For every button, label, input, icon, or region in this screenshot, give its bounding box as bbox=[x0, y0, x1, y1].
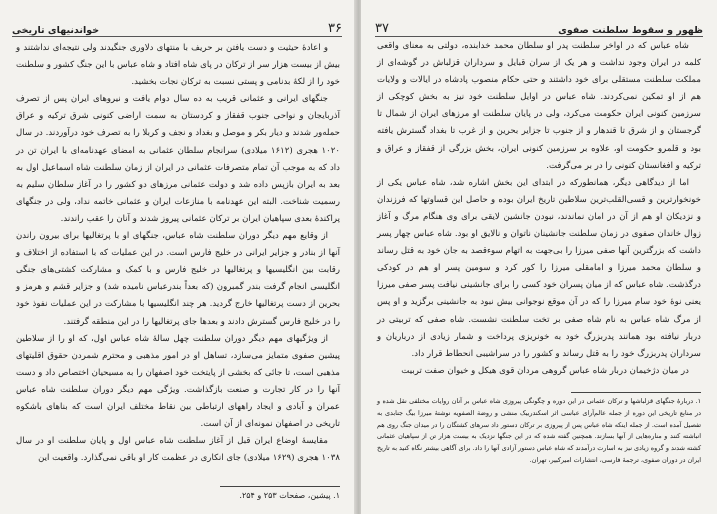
paragraph: مقایسهٔ اوضاع ایران قبل از آغاز سلطنت شاه عباس اول و پایان سلطنت او در سال ۱۰۳۸ هجری (۱۶۲۹ میلادی) جای انکاری در عظمت کار او باقی نمی‌گذارد. واقعیت این bbox=[16, 436, 340, 464]
right-page-header bbox=[375, 14, 703, 37]
running-title: خواندنیهای تاریخی bbox=[12, 25, 100, 36]
footnote-rule bbox=[571, 392, 701, 393]
paragraph: جنگهای ایرانی و عثمانی قریب به ده سال دوام یافت و نیروهای ایران پس از تصرف آذربایجان و نواحی جنوب قفقاز و کردستان به سمت اراضی کنونی شرق ترکیه و عراق حمله‌ور شدند و دیار بکر و موصل و بغداد و نجف و کربلا را به تصرف خود درآوردند. در سال ۱۰۲۰ هجری (۱۶۱۲ میلادی) سرانجام سلطان عثمانی به امضای عهدنامه‌ای با ایران تن در داد که به موجب آن تمام متصرفات عثمانی در ایران از زمان سلطنت شاه اسماعیل اول به بعد به ایران بازپس داده شد و دولت عثمانی مرزهای دو کشور را در آغاز سلطان سلیم به رسمیت شناخت. البته این عهدنامه با منازعات ایران و عثمانی خاتمه نداد، ولی در جنگهای پراکندهٔ بعدی سپاهیان ایران بر ترکان عثمانی پیروز شدند و آنان را عقب راندند. bbox=[16, 94, 340, 224]
paragraph: اما از دیدگاهی دیگر، همانطورکه در ابتدای این بخش اشاره شد، شاه عباس یکی از خونخوارترین و قسی‌القلب‌ترین سلاطین تاریخ ایران بوده و حاصل این قساوتها که فرزندان و نزدیکان او هم از آن در امان نماندند، نبودن جانشین لایقی برای وی هنگام مرگ و آغاز زوال خاندان صفوی در زمان سلطنت جانشینان ناتوان و نالایق او بود. شاه عباس چهار پسر داشت که بزرگترین آنها صفی میرزا را بی‌جهت به اتهام سوءقصد به جان خود به قتل رساند و سلطان محمد میرزا و امامقلی میرزا را کور کرد و سومین پسر او هم در کودکی درگذشت. شاه عباس که از میان پسران خود کسی را برای جانشینی نیافت پسر صفی میرزا یعنی نوهٔ خود سام میرزا را که در آن موقع نوجوانی بیش نبود به جانشینی برگزید و او پس از مرگ شاه عباس به نام شاه صفی بر تخت سلطنت نشست. شاه صفی که تربیتی در دربار نیافته بود همانند پدربزرگ خود به خونریزی پرداخت و شمار زیادی از درباریان و سرداران پدربزرگ خود را به قتل رساند و کشور را در سراشیبی انحطاط قرار داد. bbox=[377, 177, 701, 359]
page-number: ۳۶ bbox=[328, 21, 342, 36]
paragraph: در میان دژخیمان دربار شاه عباس گروهی مردان قوی هیکل و خیوان صفت تربیت bbox=[401, 365, 689, 376]
right-page bbox=[361, 0, 717, 514]
footnote: ۱. دربارهٔ جنگهای قزلباشها و ترکان عثمانی در این دوره و چگونگی پیروزی شاه عباس بر آنان روایات مختلفی نقل شده و در منابع تاریخی این دوره از جمله عالم‌آرای عباسی اثر اسکندربیک منشی و روضة الصفویه نوشتهٔ میرزا بیگ جنابدی به تفصیل آمده است. از جمله اینکه شاه عباس پس از پیروزی بر ترکان دستور داد سرهای کشتگان را در میدان جنگ روی هم انباشته کنند و مناره‌هایی از آنها بسازند. همچنین گفته شده که در این جنگها نزدیک به بیست هزار تن از سپاهیان عثمانی کشته شدند و گروه زیادی نیز به اسارت درآمدند که شاه عباس دستور آزادی آنها را داد. برای آگاهی بیشتر نگاه کنید به تاریخ ایران در دوران صفوی، ترجمهٔ فارسی، انتشارات امیرکبیر، تهران. bbox=[377, 397, 701, 464]
left-page-header bbox=[12, 14, 342, 37]
left-page bbox=[0, 0, 356, 514]
paragraph: از وقایع مهم دیگر دوران سلطنت شاه عباس، جنگهای او با پرتغالیها برای بیرون راندن آنها از بنادر و جزایر ایرانی در خلیج فارس است. در این عملیات که با استفاده از اختلاف و رقابت بین انگلیسیها و پرتغالیها در خلیج فارس و با کمک و مشارکت کشتی‌های جنگی انگلیسی انجام گرفت بندر گمبرون (که بعداً بندرعباس نامیده شد) و جزایر قشم و هرمز و بحرین از دست پرتغالیها خارج گردید. هر چند انگلیسیها با مشارکت در این عملیات نفوذ خود را در خلیج فارس گسترش دادند و بعدها جای پرتغالیها را در این منطقه گرفتند. bbox=[16, 231, 340, 327]
page-number: ۳۷ bbox=[375, 21, 389, 36]
right-page-body bbox=[377, 38, 701, 380]
left-page-body bbox=[16, 40, 340, 467]
paragraph: و اعادهٔ حیثیت و دست یافتن بر حریف با منتهای دلاوری جنگیدند ولی نتیجه‌ای نداشتند و بیش از بیست هزار سر از ترکان در پای شاه افتاد و شاه عباس با این جنگ کشور و سلطنت خود را از لکهٔ بدنامی و پستی نسبت به ترکان نجات بخشید. bbox=[16, 43, 340, 88]
paragraph: شاه عباس که در اواخر سلطنت پدر او سلطان محمد خدابنده، دولتی به معنای واقعی کلمه در ایران وجود نداشت و هر یک از سران قبایل و سرداران قزلباش در گوشه‌ای از مملکت سلطنت مستقلی برای خود داشتند و حتی حکام منصوب پادشاه در ایالات و ولایات هم از او تمکین نمی‌کردند. شاه عباس در اوایل سلطنت خود نیز به بخش کوچکی از سرزمین کنونی ایران حکومت می‌کرد، ولی در پایان سلطنت او مرزهای ایران از شمال تا گرجستان و از شرق تا قندهار و از جنوب تا جزایر بحرین و از غرب تا بغداد گسترش یافته بود و قلمرو حکومت او، علاوه بر سرزمین کنونی ایران، بخش بزرگی از قفقاز و عراق و ترکیه و افغانستان کنونی را در بر می‌گرفت. bbox=[377, 41, 701, 171]
footnote-rule bbox=[220, 486, 340, 487]
paragraph: از ویژگیهای مهم دیگر دوران سلطنت چهل سالهٔ شاه عباس اول، که او را از سلاطین پیشین صفوی متمایز می‌سازد، تساهل او در امور مذهبی و محترم شمردن حقوق اقلیتهای مذهبی است، تا جائی که بخشی از پایتخت خود اصفهان را به مسیحیان اختصاص داد و دست آنها را در کار تجارت و صنعت بازگذاشت. ویژگی مهم دیگر دوران سلطنت شاه عباس عمران و آبادی و ایجاد راههای ارتباطی بین نقاط مختلف ایران است که بناهای باشکوه تاریخی در اصفهان نمونه‌ای از آن است. bbox=[16, 333, 340, 430]
footnote: ۱. پیشین، صفحات ۲۵۳ و ۲۵۴. bbox=[239, 491, 340, 500]
running-title: ظهور و سقوط سلطنت صفوی bbox=[558, 25, 703, 36]
